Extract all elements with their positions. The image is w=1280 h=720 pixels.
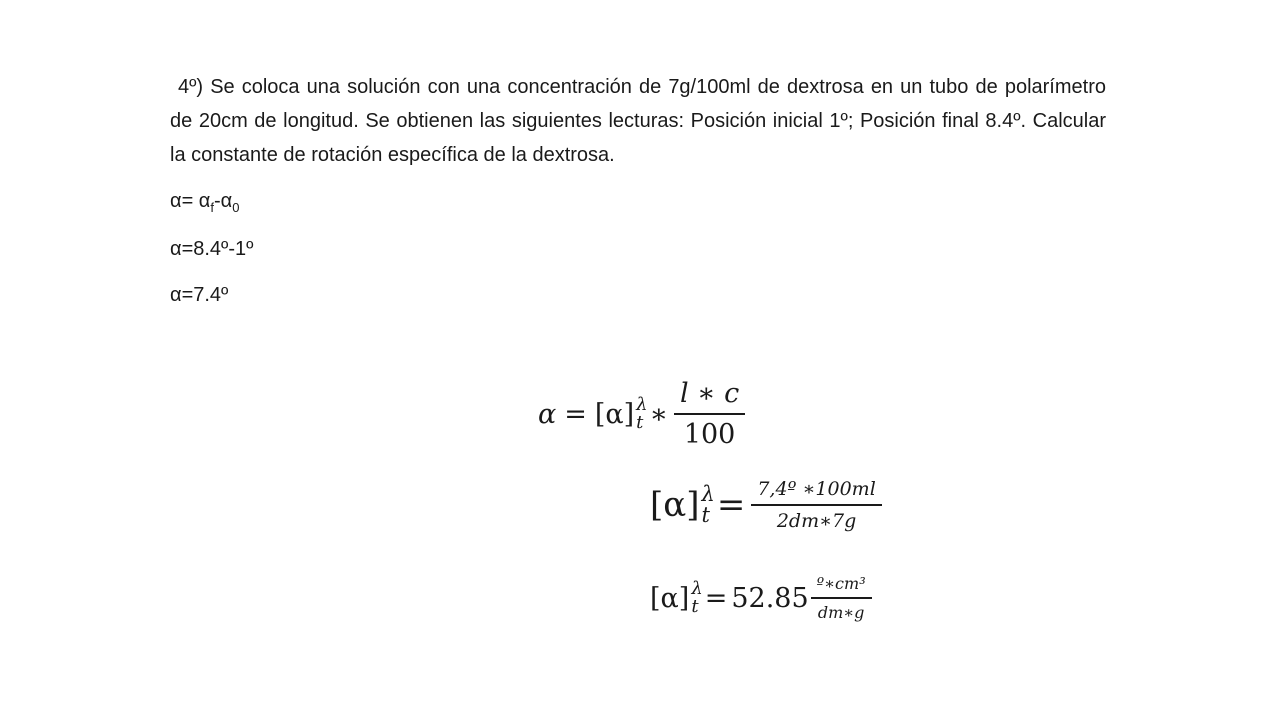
specific-rotation-symbol: [α] [594,398,635,430]
subscript-f: f [210,200,214,215]
specific-rotation-symbol: [α] [650,582,690,614]
subscript-0: 0 [232,200,240,215]
equation-substitution: [α] λ t = $\frac{\text{7,4º ∗100ml}}{2dm∗7g}$ [650,478,882,532]
equation-result: [α] λ t = 52.85 $\frac{\text{º∗cm³}}{dm∗g}$ [650,574,872,622]
problem-number: 4º) [178,76,204,98]
result-value: 52.85 [731,582,809,614]
fraction-substitution: $\frac{\text{7,4º ∗100ml}}{2dm∗7g}$ [751,478,881,532]
fraction-l-c-over-100: $\frac{l ∗ c}{100}$ [674,378,745,450]
problem-statement [170,70,1106,172]
step-alpha-substitution: α=8.4º-1º [170,238,254,260]
step-alpha-result: α=7.4º [170,284,229,306]
fraction-units: $\frac{\text{º∗cm³}}{dm∗g}$ [811,574,872,622]
problem-text: Se coloca una solución con una concentración de 7g/100ml de dextrosa en un tubo de polarímetro de 20cm de longitud. Se obtienen las siguientes lecturas: Posición inicial 1º; Posición final 8.4º. Calcular la constante de rotación específica de la dextrosa. [170,76,1106,166]
equation-rotation-formula: α = [α] λ t ∗ $\frac{l ∗ c}{100}$ [538,378,745,450]
step-alpha-definition: $\alpha= \alpha_f-\alpha_0$ [170,190,240,215]
specific-rotation-symbol: [α] [650,485,700,525]
